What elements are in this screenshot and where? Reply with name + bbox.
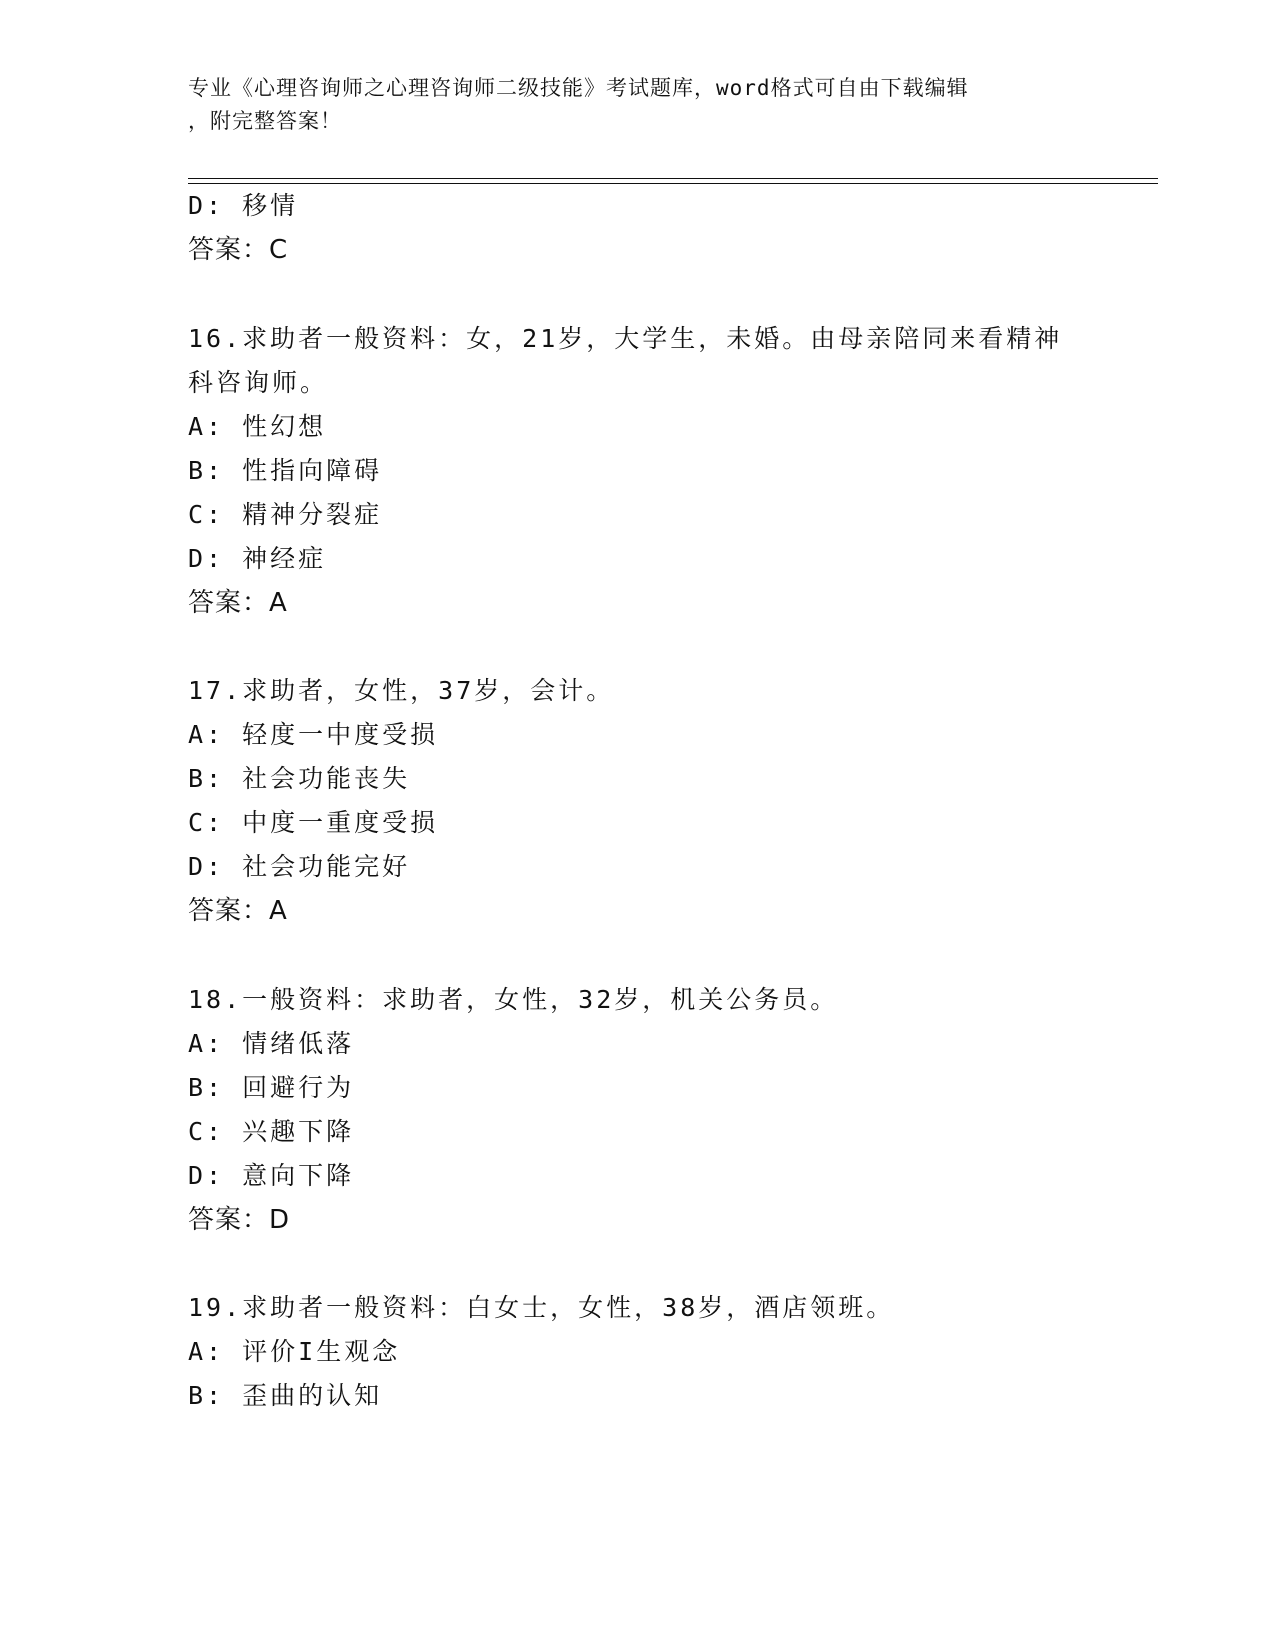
q18-stem-line-1: 18.一般资料：求助者，女性，32岁，机关公务员。 bbox=[188, 985, 839, 1014]
q17-answer: 答案：A bbox=[188, 896, 288, 926]
document-header bbox=[188, 72, 1088, 138]
header-line-1: 专业《心理咨询师之心理咨询师二级技能》考试题库，word格式可自由下载编辑 bbox=[188, 76, 969, 100]
q17-option-b: B: 社会功能丧失 bbox=[188, 764, 411, 793]
header-divider-bottom bbox=[188, 183, 1158, 184]
q17-option-a: A: 轻度一中度受损 bbox=[188, 720, 439, 749]
header-line-2: ，附完整答案！ bbox=[188, 109, 342, 133]
q18-answer: 答案：D bbox=[188, 1205, 291, 1235]
q18-option-b: B: 回避行为 bbox=[188, 1073, 355, 1102]
header-divider-top bbox=[188, 178, 1158, 179]
q16-stem-line-2: 科咨询师。 bbox=[188, 368, 329, 397]
q18-option-d: D: 意向下降 bbox=[188, 1161, 355, 1190]
q16-option-c: C: 精神分裂症 bbox=[188, 500, 383, 529]
q16-answer: 答案：A bbox=[188, 588, 288, 618]
q16-stem-line-1: 16.求助者一般资料：女，21岁，大学生，未婚。由母亲陪同来看精神 bbox=[188, 324, 1063, 353]
q17-stem-line-1: 17.求助者，女性，37岁，会计。 bbox=[188, 676, 615, 705]
q19-stem-line-1: 19.求助者一般资料：白女士，女性，38岁，酒店领班。 bbox=[188, 1293, 895, 1322]
q17-option-d: D: 社会功能完好 bbox=[188, 852, 411, 881]
q18-option-a: A: 情绪低落 bbox=[188, 1029, 355, 1058]
q16-option-d: D: 神经症 bbox=[188, 544, 327, 573]
q16-option-b: B: 性指向障碍 bbox=[188, 456, 383, 485]
q17-option-c: C: 中度一重度受损 bbox=[188, 808, 439, 837]
q19-option-a: A: 评价I生观念 bbox=[188, 1337, 401, 1366]
q18-option-c: C: 兴趣下降 bbox=[188, 1117, 355, 1146]
q19-option-b: B: 歪曲的认知 bbox=[188, 1381, 383, 1410]
q16-option-a: A: 性幻想 bbox=[188, 412, 327, 441]
prev-option-d: D: 移情 bbox=[188, 191, 299, 220]
prev-answer: 答案：C bbox=[188, 235, 289, 265]
